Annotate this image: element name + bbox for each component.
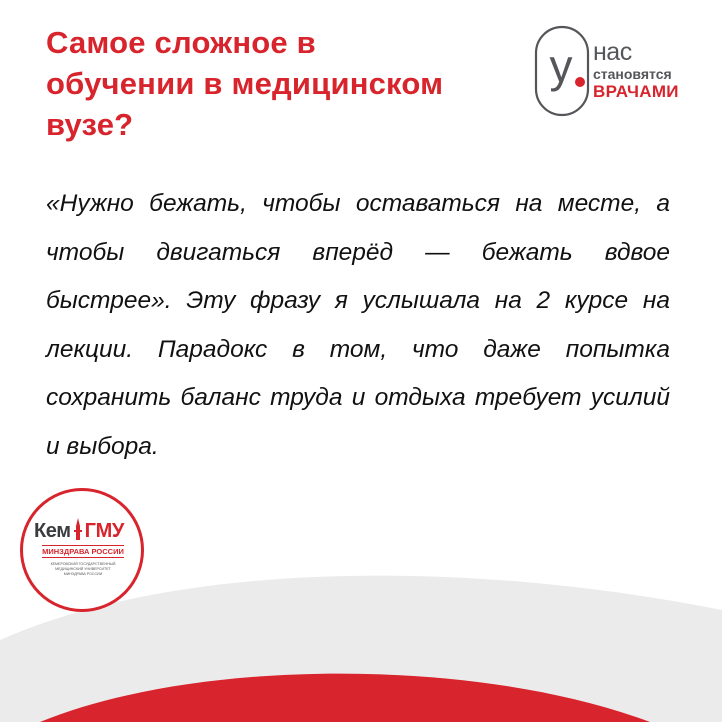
tower-icon [71,518,85,543]
logo-fine-print: КЕМЕРОВСКИЙ ГОСУДАРСТВЕННЫЙ МЕДИЦИНСКИЙ УНИВЕРСИТЕТ МИНЗДРАВА РОССИИ [50,562,116,576]
logo-red-dot-icon [575,77,585,87]
logo-letter-u: у [549,40,573,92]
title-line-1: Самое сложное в [46,25,316,60]
logo-brand-kem: Кем [34,520,71,542]
title-line-2: обучении в медицинском [46,66,444,101]
logo-word-nas: нас [593,38,632,66]
logo-word-vrachami: ВРАЧАМИ [593,82,679,101]
logo-brand-gmu: ГМУ [84,520,124,542]
brand-logo-u-nas-stanovyatsya-vrachami [533,24,703,120]
page-title [46,22,526,145]
logo-ministry-label: МИНЗДРАВА РОССИИ [42,547,124,556]
logo-brand [34,518,124,543]
title-line-3: вузе? [46,107,134,142]
logo-word-stanovyatsya: становятся [593,66,672,82]
quote-text: «Нужно бежать, чтобы оставаться на месте, а чтобы двигаться вперёд — бежать вдвое быстрее». Эту фразу я услышала на 2 курсе на лекции. Парадокс в том, что даже попытка сохранить баланс труда и отдыха требует усилий и выбора. [46,190,670,460]
kemgmu-logo [20,488,144,608]
